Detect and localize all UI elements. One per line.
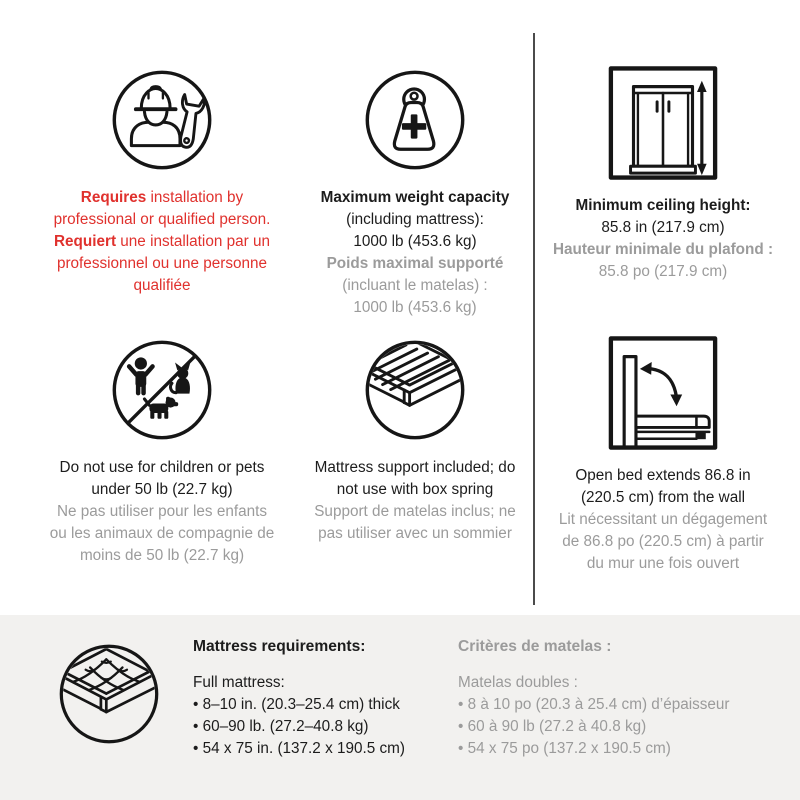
cell-mattress-support [300,336,530,545]
caption-line: du mur une fois ouvert [586,555,740,572]
caption-line: Poids maximal supporté [326,255,504,272]
requirements-list-fr [458,694,788,760]
requirement-item: • 8–10 in. (20.3–25.4 cm) thick [193,694,453,716]
caption-line: 1000 lb (453.6 kg) [353,299,477,316]
requirement-item: • 60 à 90 lb (27.2 à 40.8 kg) [458,716,788,738]
caption-line: Ne pas utiliser pour les enfants [56,503,268,520]
caption-weight-capacity [300,187,530,319]
requirement-item: • 60–90 lb. (27.2–40.8 kg) [193,716,453,738]
caption-line: de 86.8 po (220.5 cm) à partir [562,533,764,550]
caption-line: qualifiée [133,277,191,294]
caption-line: Maximum weight capacity [320,189,510,206]
caption-line: under 50 lb (22.7 kg) [91,481,233,498]
caption-line: professionnel ou une personne [56,255,268,272]
caption-line: not use with box spring [336,481,494,498]
caption-line: Open bed extends 86.8 in [575,467,751,484]
caption-installation [26,187,298,297]
caption-line: pas utiliser avec un sommier [318,525,512,542]
mattress-icon [55,640,163,748]
vertical-divider [533,33,535,605]
caption-open-bed [543,465,783,575]
caption-line: 85.8 po (217.9 cm) [598,263,728,280]
mattress-requirements-fr [458,636,788,760]
caption-line: professional or qualified person. [53,211,271,228]
caption-line: Requires installation by [80,189,244,206]
open-bed-icon [604,334,722,452]
mattress-support-icon [361,336,469,444]
caption-line: 85.8 in (217.9 cm) [601,219,725,236]
caption-line: (220.5 cm) from the wall [580,489,746,506]
no-children-pets-icon [108,336,216,444]
caption-line: (incluant le matelas) : [342,277,488,294]
caption-children-pets [26,457,298,567]
requirement-item: • 8 à 10 po (20.3 à 25.4 cm) d’épaisseur [458,694,788,716]
requirement-item: • 54 x 75 po (137.2 x 190.5 cm) [458,738,788,760]
requirements-subtitle-fr: Matelas doubles : [458,674,578,691]
mattress-requirements-en [193,636,453,760]
caption-ceiling-height [543,195,783,283]
caption-line: Lit nécessitant un dégagement [558,511,768,528]
caption-line: Support de matelas inclus; ne [314,503,516,520]
requirements-title-en: Mattress requirements: [193,638,366,655]
caption-line: Requiert une installation par un [54,233,270,250]
cell-open-bed [543,334,783,575]
cell-ceiling-height [543,64,783,283]
requirements-list-en [193,694,453,760]
requirements-title-fr: Critères de matelas : [458,638,612,655]
cell-weight-capacity [300,66,530,319]
caption-line: Do not use for children or pets [59,459,265,476]
caption-line: Mattress support included; do [314,459,516,476]
caption-line: ou les animaux de compagnie de [49,525,275,542]
requirement-item: • 54 x 75 in. (137.2 x 190.5 cm) [193,738,453,760]
caption-line: Minimum ceiling height: [575,197,751,214]
ceiling-height-icon [604,64,722,182]
requirements-subtitle-en: Full mattress: [193,674,285,691]
weight-capacity-icon [361,66,469,174]
installer-icon [108,66,216,174]
caption-mattress-support [300,457,530,545]
caption-line: (including mattress): [346,211,484,228]
cell-installation [26,66,298,297]
caption-line: moins de 50 lb (22.7 kg) [79,547,245,564]
mattress-icon-wrap [55,640,163,753]
caption-line: Hauteur minimale du plafond : [552,241,774,258]
caption-line: 1000 lb (453.6 kg) [353,233,477,250]
cell-children-pets [26,336,298,567]
